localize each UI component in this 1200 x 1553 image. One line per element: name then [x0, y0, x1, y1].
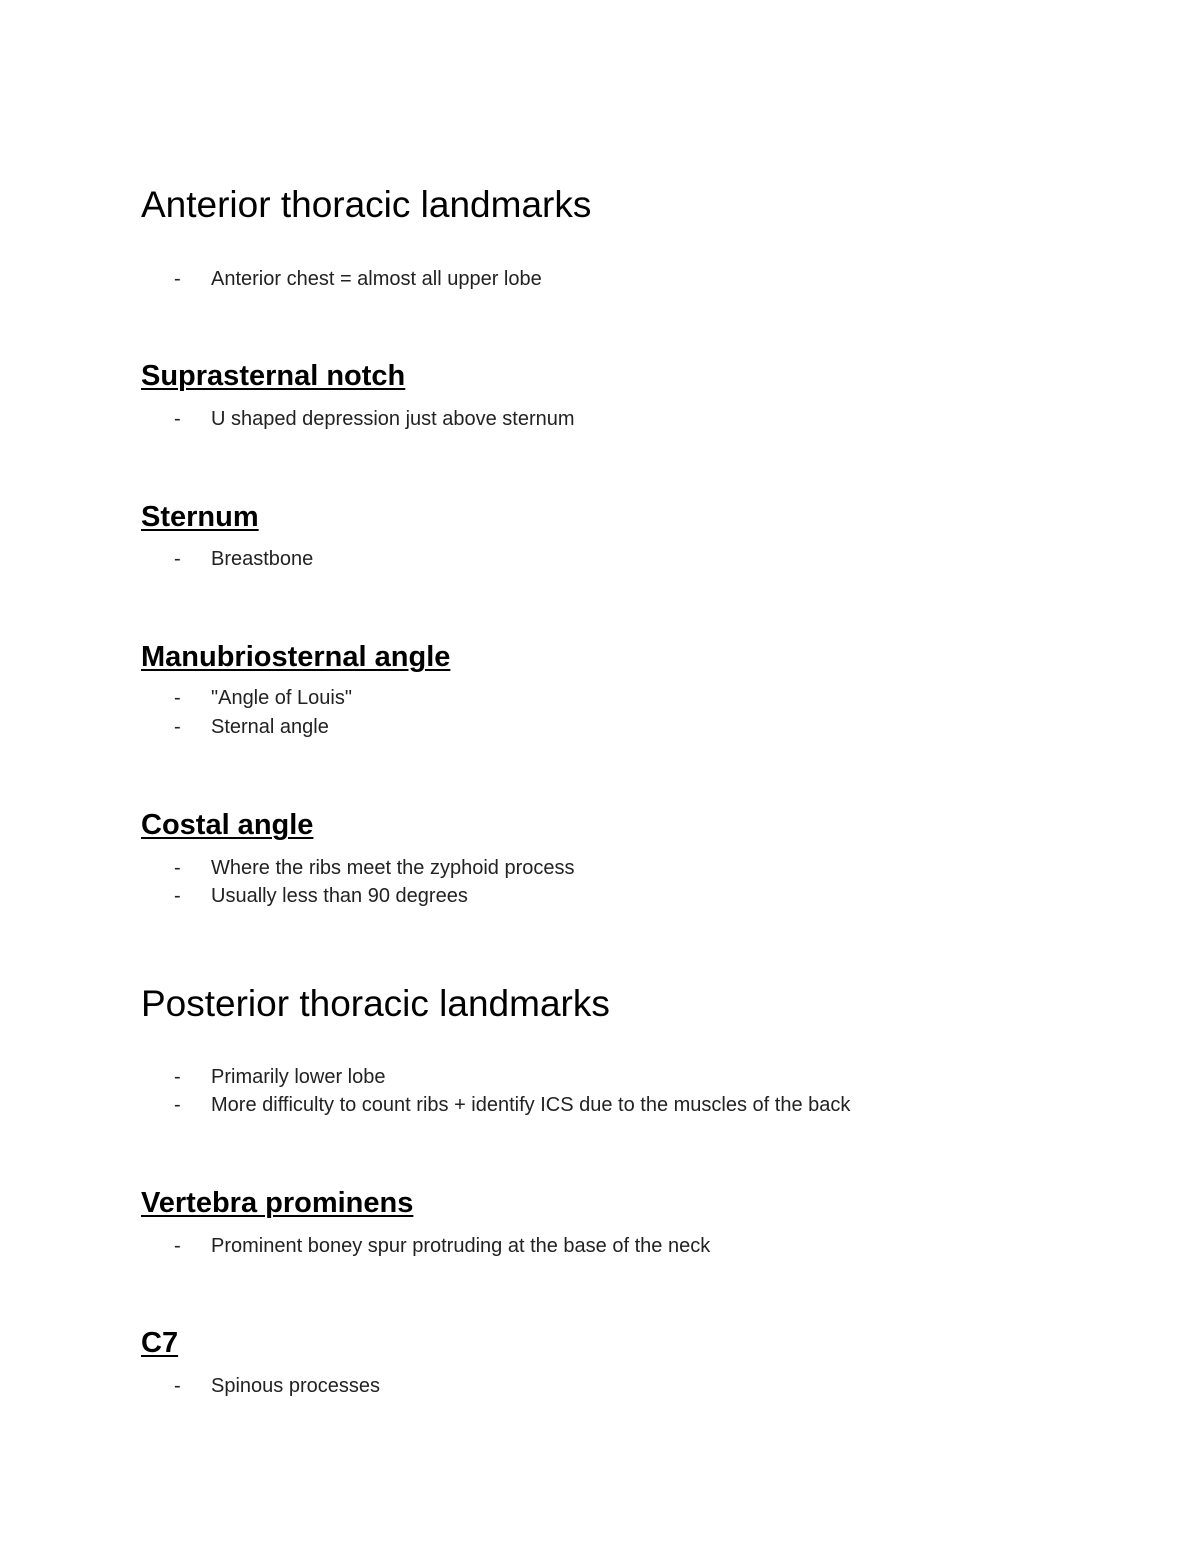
section-title-posterior: Posterior thoracic landmarks	[141, 983, 610, 1024]
list-item-text: Spinous processes	[211, 1375, 380, 1397]
heading-vertebra-prominens: Vertebra prominens	[141, 1187, 414, 1219]
bullet-dash: -	[174, 885, 181, 907]
bullet-dash: -	[174, 1375, 181, 1397]
list-item-text: Breastbone	[211, 548, 314, 570]
list-item-text: More difficulty to count ribs + identify ICS due to the muscles of the back	[211, 1094, 851, 1116]
list-item-text: Where the ribs meet the zyphoid process	[211, 857, 575, 879]
bullet-dash: -	[174, 1066, 181, 1088]
list-item-text: "Angle of Louis"	[211, 687, 352, 709]
list-item-text: U shaped depression just above sternum	[211, 408, 575, 430]
section-title-anterior: Anterior thoracic landmarks	[141, 184, 592, 225]
bullet-dash: -	[174, 548, 181, 570]
bullet-dash: -	[174, 857, 181, 879]
bullet-dash: -	[174, 268, 181, 290]
bullet-dash: -	[174, 716, 181, 738]
bullet-dash: -	[174, 1094, 181, 1116]
bullet-dash: -	[174, 1235, 181, 1257]
heading-manubriosternal-angle: Manubriosternal angle	[141, 641, 451, 673]
heading-suprasternal-notch: Suprasternal notch	[141, 360, 406, 392]
list-item-text: Sternal angle	[211, 716, 329, 738]
bullet-dash: -	[174, 687, 181, 709]
heading-costal-angle: Costal angle	[141, 809, 314, 841]
list-item-text: Prominent boney spur protruding at the base of the neck	[211, 1235, 711, 1257]
list-item-text: Anterior chest = almost all upper lobe	[211, 268, 542, 290]
list-item-text: Usually less than 90 degrees	[211, 885, 468, 907]
heading-c7: C7	[141, 1327, 179, 1359]
list-item-text: Primarily lower lobe	[211, 1066, 386, 1088]
bullet-dash: -	[174, 408, 181, 430]
heading-sternum: Sternum	[141, 501, 259, 533]
